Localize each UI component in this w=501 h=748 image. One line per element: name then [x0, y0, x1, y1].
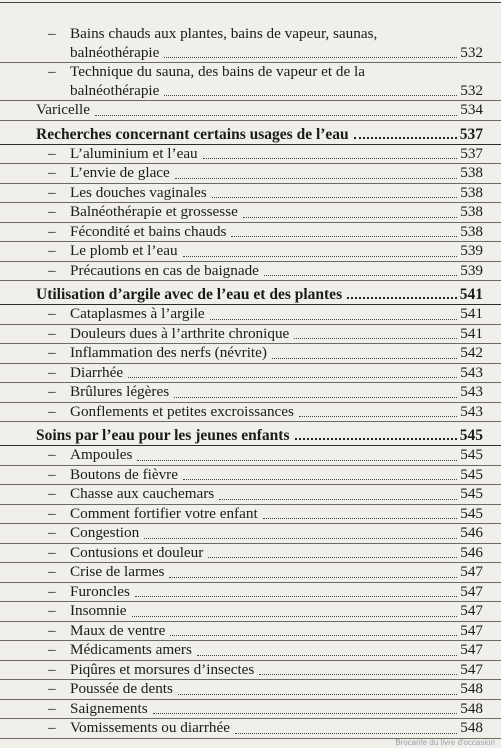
toc-entry-title: Ampoules [70, 446, 133, 463]
toc-entry [0, 700, 501, 720]
toc-page-number: 548 [460, 699, 483, 717]
toc-entry-label [48, 25, 380, 42]
toc-dash: – [48, 242, 56, 259]
toc-entry-label [48, 485, 217, 502]
toc-page-number: 548 [460, 680, 483, 697]
toc-dash: – [48, 543, 56, 561]
toc-page-number: 532 [460, 43, 483, 61]
toc-page-number: 547 [460, 621, 483, 639]
toc-entry-label [48, 563, 167, 580]
toc-page-number: 538 [460, 222, 483, 240]
toc-entry [0, 364, 501, 384]
toc-entry-label [48, 446, 135, 463]
toc-entry [0, 325, 501, 345]
toc-page-number: 543 [460, 383, 483, 400]
toc-entry [0, 82, 501, 102]
toc-entry [0, 524, 501, 544]
toc-dash: – [48, 524, 56, 541]
toc-entry [0, 661, 501, 681]
toc-page-number: 538 [460, 164, 483, 181]
toc-page-number: 547 [460, 563, 483, 580]
toc-page-number: 547 [460, 602, 483, 619]
dot-leader [347, 297, 457, 299]
toc-entry-label [48, 305, 208, 322]
toc-entry-title: Varicelle [36, 101, 90, 118]
toc-entry [0, 485, 501, 505]
toc-entry-label [70, 44, 162, 61]
toc-page-number: 538 [460, 183, 483, 201]
toc-dash: – [48, 402, 56, 420]
toc-entry-title: Inflammation des nerfs (névrite) [70, 344, 267, 361]
toc-entry-title: Fécondité et bains chauds [70, 222, 227, 240]
toc-entry-label [48, 641, 195, 658]
toc-dash: – [48, 222, 56, 240]
toc-page-number: 539 [460, 261, 483, 279]
toc-entry-title: Balnéothérapie et grossesse [70, 203, 238, 220]
dot-leader [175, 178, 457, 179]
toc-entry [0, 505, 501, 525]
dot-leader [259, 674, 457, 675]
toc-entry-title: balnéothérapie [70, 43, 160, 61]
toc-dash: – [48, 144, 56, 162]
toc-entry-title: Chasse aux cauchemars [70, 485, 215, 502]
toc-page-number: 543 [460, 363, 483, 381]
toc-entry [0, 563, 501, 583]
toc-entry [0, 242, 501, 262]
toc-entry-label [48, 364, 126, 381]
toc-entry [0, 262, 501, 282]
toc-dash: – [48, 261, 56, 279]
top-rule [0, 2, 501, 3]
dot-leader [137, 460, 457, 461]
toc-entry-label [48, 466, 181, 483]
toc-entry [0, 344, 501, 364]
toc-page-number: 539 [460, 242, 483, 259]
toc-entry [0, 25, 501, 44]
toc-entry-title: Précautions en cas de baignade [70, 261, 259, 279]
toc-page-number: 548 [460, 719, 483, 736]
toc-entry [0, 101, 501, 121]
toc-entry [0, 641, 501, 661]
toc-entry-title: Congestion [70, 524, 140, 541]
toc-entry-label [48, 403, 297, 420]
toc-entry-label [48, 145, 201, 162]
toc-entry-title: Crise de larmes [70, 563, 165, 580]
dot-leader [153, 713, 457, 714]
toc-entry-title: Médicaments amers [70, 641, 192, 658]
toc-dash: – [48, 719, 56, 736]
dot-leader [299, 416, 457, 417]
toc-section-heading [0, 281, 501, 305]
toc-entry-label [48, 223, 229, 240]
toc-page-number: 547 [460, 660, 483, 678]
toc-page-number: 538 [460, 203, 483, 220]
toc-dash: – [48, 582, 56, 600]
toc-entry-label [48, 583, 133, 600]
dot-leader [272, 358, 457, 359]
toc-entry-label [36, 126, 352, 143]
dot-leader [219, 499, 457, 500]
toc-entry-label [48, 719, 233, 736]
dot-leader [174, 397, 457, 398]
dot-leader [135, 596, 457, 597]
toc-dash: – [48, 324, 56, 342]
toc-page-number: 532 [460, 81, 483, 99]
toc-page-number: 545 [460, 465, 483, 483]
toc-entry [0, 203, 501, 223]
toc-page-number: 545 [460, 446, 483, 463]
toc-entry [0, 446, 501, 466]
dot-leader [95, 115, 457, 116]
toc-entry [0, 403, 501, 423]
toc-page-number: 547 [460, 582, 483, 600]
toc-entry-title: L’envie de glace [70, 164, 170, 181]
dot-leader [264, 275, 457, 276]
toc-entry-title: Cataplasmes à l’argile [70, 305, 205, 322]
toc-entry-label [48, 383, 172, 400]
toc-dash: – [48, 203, 56, 220]
toc-entry-label [48, 544, 206, 561]
toc-entry-label [48, 622, 168, 639]
table-of-contents [0, 25, 501, 739]
toc-section-heading [0, 121, 501, 145]
dot-leader [294, 338, 457, 339]
toc-dash: – [48, 344, 56, 361]
toc-entry-title: Brûlures légères [70, 383, 170, 400]
toc-page-number: 545 [460, 504, 483, 522]
toc-page-number: 542 [460, 344, 483, 361]
dot-leader [231, 236, 457, 237]
toc-entry-label [48, 184, 210, 201]
toc-dash: – [48, 164, 56, 181]
dot-leader [132, 616, 457, 617]
toc-entry-title: Les douches vaginales [70, 183, 207, 201]
dot-leader [295, 438, 457, 440]
toc-entry-title: Gonflements et petites excroissances [70, 402, 294, 420]
toc-page-number: 537 [460, 144, 483, 162]
toc-entry-label [48, 164, 173, 181]
toc-entry [0, 719, 501, 739]
dot-leader [164, 57, 457, 58]
toc-dash: – [48, 680, 56, 697]
toc-entry-label [48, 700, 151, 717]
dot-leader [235, 733, 457, 734]
toc-entry [0, 466, 501, 486]
toc-page-number: 541 [459, 286, 483, 303]
toc-page-number: 545 [460, 485, 483, 502]
toc-entry-title: Saignements [70, 699, 148, 717]
dot-leader [144, 538, 457, 539]
toc-page-number: 546 [460, 524, 483, 541]
toc-page-number: 545 [459, 427, 483, 444]
toc-entry-label [48, 63, 368, 80]
toc-entry-label [48, 344, 270, 361]
toc-entry-label [48, 505, 261, 522]
toc-page-number: 546 [460, 543, 483, 561]
toc-entry [0, 164, 501, 184]
toc-entry-title: Maux de ventre [70, 621, 166, 639]
toc-entry-title: Vomissements ou diarrhée [70, 719, 231, 736]
dot-leader [170, 635, 457, 636]
toc-dash: – [48, 660, 56, 678]
toc-entry-title: Poussée de dents [70, 680, 173, 697]
toc-entry-title: L’aluminium et l’eau [70, 144, 198, 162]
toc-entry-label [48, 524, 142, 541]
toc-dash: – [48, 183, 56, 201]
toc-dash: – [48, 363, 56, 381]
toc-entry-title: Insomnie [70, 602, 127, 619]
dot-leader [243, 217, 457, 218]
toc-entry-title: Furoncles [70, 582, 130, 600]
toc-dash: – [48, 383, 56, 400]
toc-entry-title: Bains chauds aux plantes, bains de vapeur, saunas, [70, 25, 378, 42]
toc-dash: – [48, 446, 56, 463]
dot-leader [164, 95, 457, 96]
toc-entry-title: Le plomb et l’eau [70, 242, 178, 259]
toc-page-number: 543 [460, 402, 483, 420]
toc-entry-label [48, 680, 176, 697]
toc-entry-title: Recherches concernant certains usages de l’eau [36, 125, 349, 143]
toc-entry-label [48, 661, 257, 678]
toc-entry [0, 44, 501, 64]
dot-leader [263, 518, 457, 519]
toc-entry-label [48, 203, 241, 220]
toc-page-number: 537 [459, 125, 483, 143]
toc-dash: – [48, 305, 56, 322]
dot-leader [197, 655, 457, 656]
toc-entry [0, 184, 501, 204]
toc-dash: – [48, 641, 56, 658]
dot-leader [128, 377, 457, 378]
toc-entry-label [48, 242, 181, 259]
toc-entry-title: Utilisation d’argile avec de l’eau et des plantes [36, 286, 343, 303]
toc-entry [0, 145, 501, 165]
toc-dash: – [48, 465, 56, 483]
toc-entry [0, 622, 501, 642]
toc-dash: – [48, 25, 56, 42]
toc-entry [0, 680, 501, 700]
watermark: Brocante du livre d'occasion [395, 738, 495, 747]
toc-entry-label [70, 82, 162, 99]
dot-leader [210, 319, 457, 320]
toc-dash: – [48, 563, 56, 580]
toc-page-number: 541 [460, 324, 483, 342]
toc-entry-title: balnéothérapie [70, 81, 160, 99]
toc-dash: – [48, 699, 56, 717]
toc-entry-title: Technique du sauna, des bains de vapeur et de la [70, 63, 365, 80]
toc-dash: – [48, 485, 56, 502]
dot-leader [208, 557, 457, 558]
toc-entry [0, 63, 501, 82]
toc-entry-title: Douleurs dues à l’arthrite chronique [70, 324, 290, 342]
toc-entry [0, 602, 501, 622]
dot-leader [212, 197, 457, 198]
toc-entry [0, 223, 501, 243]
dot-leader [183, 479, 457, 480]
toc-section-heading [0, 422, 501, 446]
toc-dash: – [48, 504, 56, 522]
toc-entry-title: Boutons de fièvre [70, 465, 178, 483]
toc-page-number: 547 [460, 641, 483, 658]
dot-leader [354, 137, 457, 139]
toc-entry-title: Diarrhée [70, 363, 124, 381]
toc-entry-label [48, 325, 292, 342]
toc-entry [0, 305, 501, 325]
toc-dash: – [48, 602, 56, 619]
toc-dash: – [48, 63, 56, 80]
toc-entry-label [48, 602, 130, 619]
toc-entry-label [36, 427, 293, 444]
toc-entry-label [36, 286, 345, 303]
toc-entry [0, 583, 501, 603]
dot-leader [178, 694, 457, 695]
toc-dash: – [48, 621, 56, 639]
toc-entry-label [48, 262, 262, 279]
toc-entry [0, 544, 501, 564]
toc-entry-title: Contusions et douleur [70, 543, 204, 561]
toc-entry-label [36, 101, 93, 118]
dot-leader [169, 577, 457, 578]
dot-leader [203, 158, 457, 159]
toc-entry-title: Soins par l’eau pour les jeunes enfants [36, 427, 290, 444]
toc-page-number: 541 [460, 305, 483, 322]
toc-entry-title: Piqûres et morsures d’insectes [70, 660, 255, 678]
dot-leader [183, 256, 457, 257]
toc-page-number: 534 [460, 101, 483, 118]
toc-entry [0, 383, 501, 403]
toc-entry-title: Comment fortifier votre enfant [70, 504, 258, 522]
